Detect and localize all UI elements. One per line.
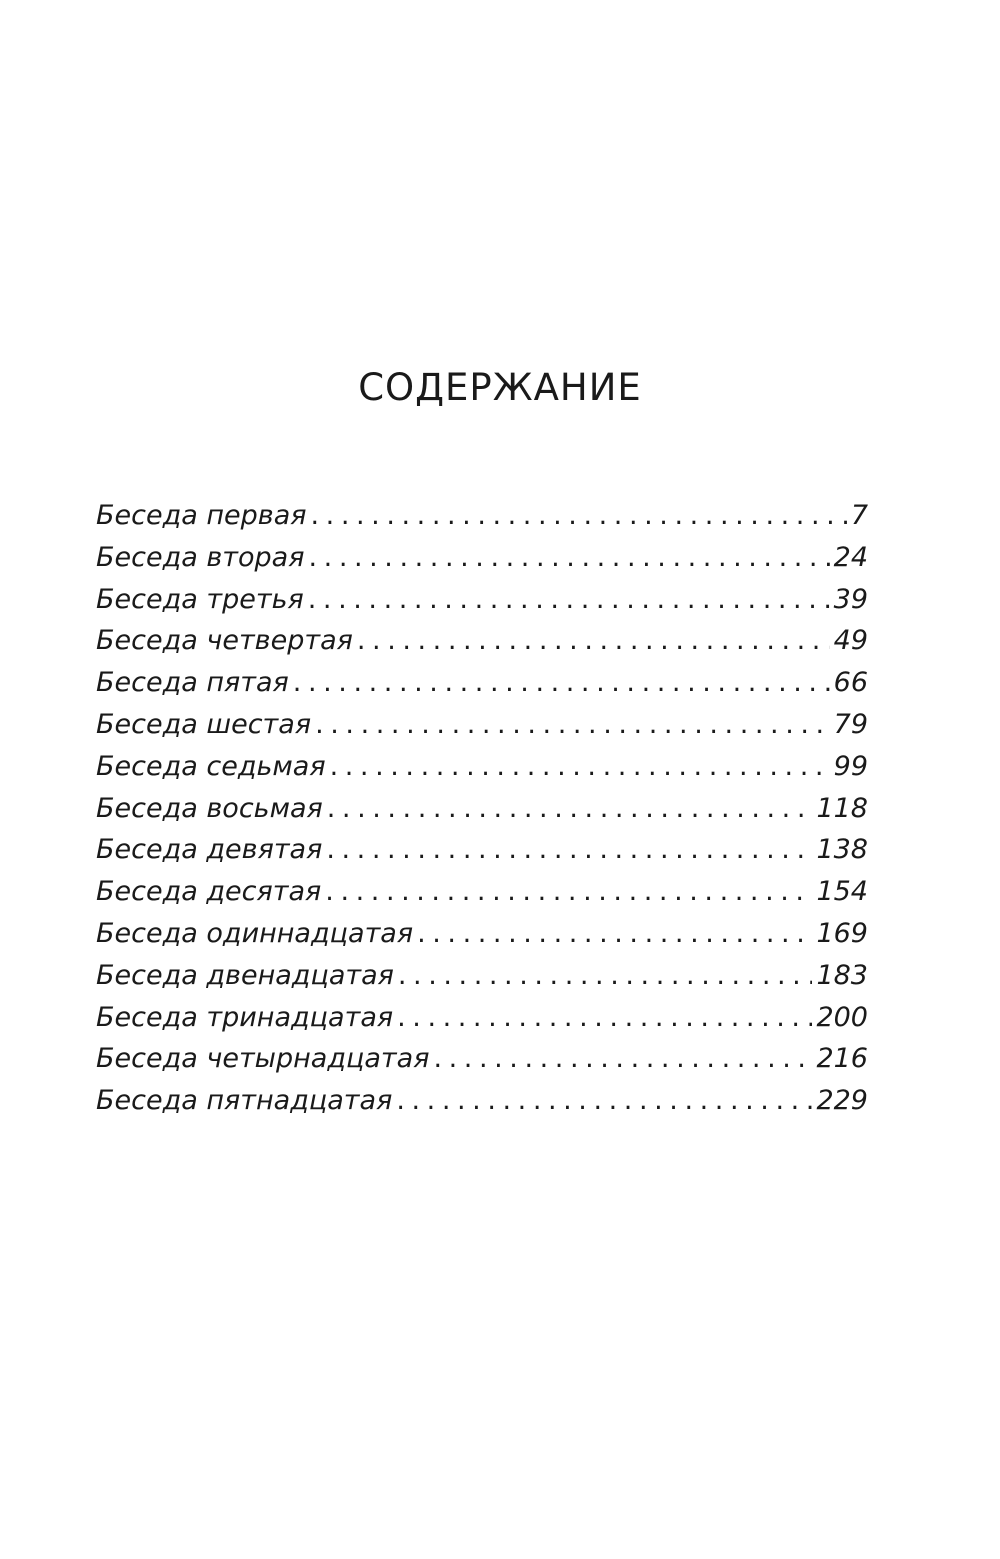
dot-leader [325, 876, 812, 907]
toc-entry-label: Беседа пятая [96, 667, 289, 699]
toc-entry-label: Беседа пятнадцатая [96, 1085, 393, 1117]
toc-entry-page: 200 [816, 1001, 868, 1033]
toc-entry-page: 66 [833, 667, 868, 699]
toc-entry-label: Беседа четырнадцатая [96, 1043, 430, 1075]
dot-leader [397, 1002, 812, 1033]
dot-leader [330, 751, 830, 782]
toc-entry-label: Беседа седьмая [96, 750, 326, 782]
toc-entry-7 [96, 751, 868, 793]
toc-entry-label: Беседа девятая [96, 834, 323, 866]
dot-leader [293, 667, 830, 698]
toc-entry-3 [96, 584, 868, 626]
toc-entry-8 [96, 793, 868, 835]
toc-entry-page: 183 [816, 959, 868, 991]
toc-entry-label: Беседа четвертая [96, 625, 353, 657]
toc-entry-page: 24 [833, 541, 868, 573]
dot-leader [327, 793, 813, 824]
toc-entry-6 [96, 709, 868, 751]
toc-entry-page: 99 [833, 750, 868, 782]
toc-entry-4 [96, 625, 868, 667]
toc-entry-page: 49 [833, 625, 868, 657]
toc-entry-11 [96, 918, 868, 960]
toc-entry-page: 118 [816, 792, 868, 824]
toc-entry-page: 169 [816, 917, 868, 949]
toc-entry-page: 39 [833, 583, 868, 615]
dot-leader [315, 709, 830, 740]
toc-entry-1 [96, 500, 868, 542]
toc-entry-label: Беседа вторая [96, 541, 305, 573]
dot-leader [308, 542, 829, 573]
dot-leader [326, 834, 812, 865]
page-title: СОДЕРЖАНИЕ [358, 366, 642, 409]
toc-entry-page: 138 [816, 834, 868, 866]
toc-entry-12 [96, 960, 868, 1002]
toc-entry-label: Беседа восьмая [96, 792, 323, 824]
toc-entry-2 [96, 542, 868, 584]
toc-entry-label: Беседа шестая [96, 708, 312, 740]
toc-entry-page: 229 [816, 1085, 868, 1117]
dot-leader [308, 584, 830, 615]
toc-entry-page: 216 [816, 1043, 868, 1075]
toc-entry-label: Беседа третья [96, 583, 304, 615]
toc-entry-label: Беседа тринадцатая [96, 1001, 394, 1033]
dot-leader [417, 918, 812, 949]
dot-leader [311, 500, 847, 531]
toc-entry-page: 79 [833, 708, 868, 740]
toc-entry-label: Беседа двенадцатая [96, 959, 394, 991]
toc-entry-label: Беседа десятая [96, 876, 322, 908]
dot-leader [357, 625, 830, 656]
dot-leader [396, 1085, 812, 1116]
dot-leader [433, 1043, 812, 1074]
toc-entry-9 [96, 834, 868, 876]
toc-entry-15 [96, 1085, 868, 1127]
table-of-contents [96, 500, 868, 1127]
toc-entry-5 [96, 667, 868, 709]
toc-entry-13 [96, 1002, 868, 1044]
toc-entry-page: 7 [850, 500, 868, 531]
toc-entry-label: Беседа одиннадцатая [96, 917, 414, 949]
toc-entry-page: 154 [816, 876, 868, 908]
toc-entry-14 [96, 1043, 868, 1085]
toc-entry-10 [96, 876, 868, 918]
dot-leader [398, 960, 813, 991]
toc-entry-label: Беседа первая [96, 500, 307, 531]
